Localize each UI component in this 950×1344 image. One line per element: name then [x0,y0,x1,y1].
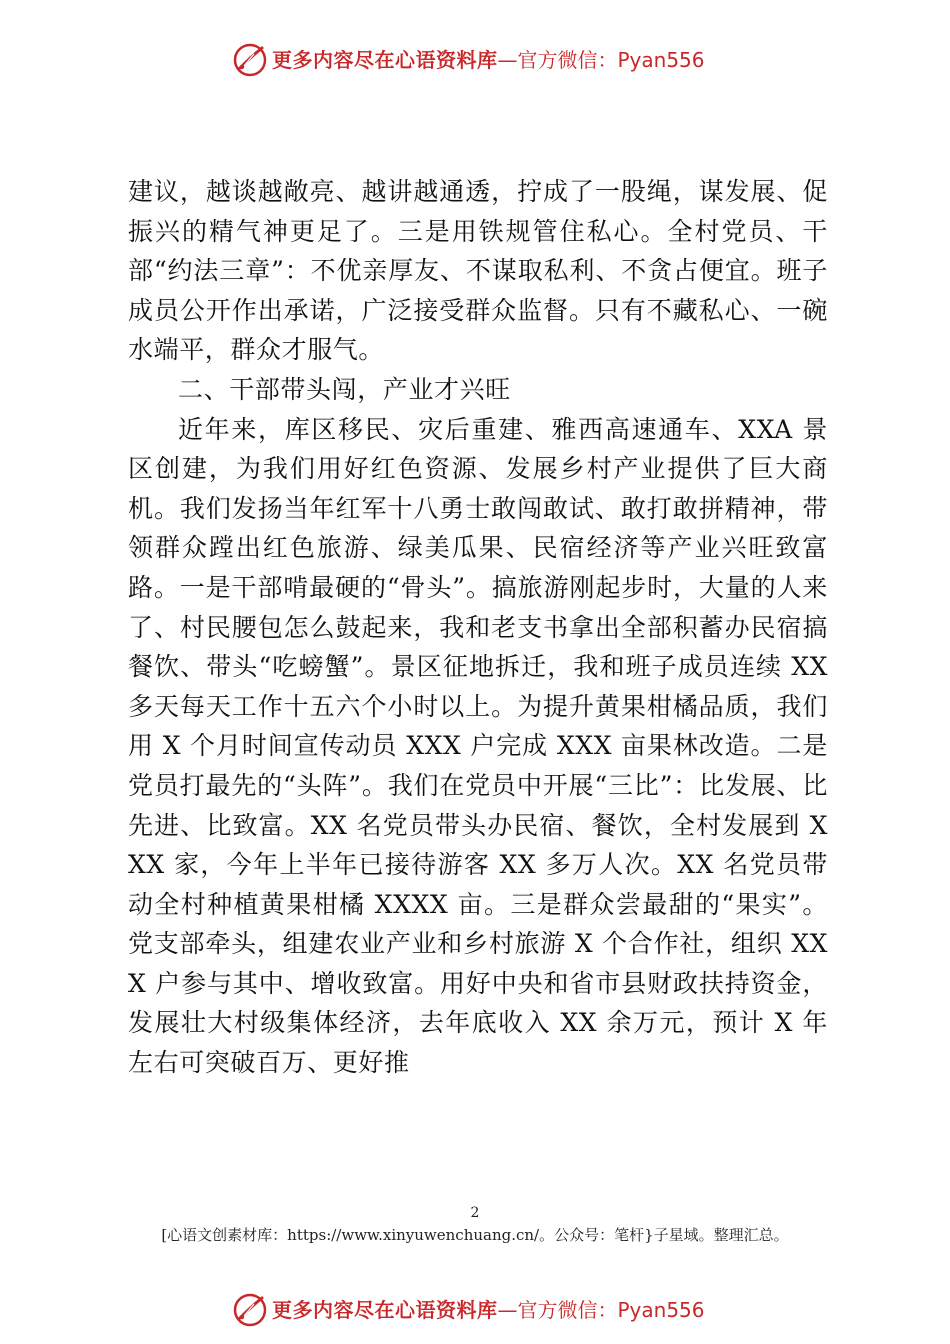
banner-label: 官方微信： [517,1298,618,1322]
banner-separator: — [497,1298,518,1322]
banner-main: 更多内容尽在心语资料库 [272,1298,498,1322]
paragraph: 近年来，库区移民、灾后重建、雅西高速通车、XXA 景区创建，为我们用好红色资源、发展乡村产业提供了巨大商机。我们发扬当年红军十八勇士敢闯敢试、敢打敢拼精神，带领群众蹚出红色旅游、绿美瓜果、民宿经济等产业兴旺致富路。一是干部啃最硬的“骨头”。搞旅游刚起步时，大量的人来了、村民腰包怎么鼓起来，我和老支书拿出全部积蓄办民宿搞餐饮、带头“吃螃蟹”。景区征地拆迁，我和班子成员连续 XX 多天每天工作十五六个小时以上。为提升黄果柑橘品质，我们用 X 个月时间宣传动员 XXX 户完成 XXX 亩果林改造。二是党员打最先的“头阵”。我们在党员中开展“三比”：比发展、比先进、比致富。XX 名党员带头办民宿、餐饮，全村发展到 XXX 家，今年上半年已接待游客 XX 多万人次。XX 名党员带动全村种植黄果柑橘 XXXX 亩。三是群众尝最甜的“果实”。党支部牵头，组建农业产业和乡村旅游 X 个合作社，组织 XXX 户参与其中、增收致富。用好中央和省市县财政扶持资金，发展壮大村级集体经济，去年底收入 XX 余万元，预计 X 年左右可突破百万、更好推 [128,414,828,1078]
banner-separator: — [497,48,518,72]
pen-logo-icon [232,1292,268,1328]
footer-banner [0,1290,950,1330]
document-body [128,172,828,1083]
banner-text [272,46,705,74]
banner-handle: Pyan556 [617,48,705,72]
section-heading: 二、干部带头闯，产业才兴旺 [178,374,511,404]
banner-handle: Pyan556 [617,1298,705,1322]
page-number: 2 [470,1205,480,1221]
pen-logo-icon [232,42,268,78]
header-banner [0,40,950,80]
banner-text [272,1296,705,1324]
paragraph: 建议，越谈越敞亮、越讲越通透，拧成了一股绳，谋发展、促振兴的精气神更足了。三是用铁规管住私心。全村党员、干部“约法三章”：不优亲厚友、不谋取私利、不贪占便宜。班子成员公开作出承诺，广泛接受群众监督。只有不藏私心、一碗水端平，群众才服气。 [128,177,828,365]
banner-label: 官方微信： [517,48,618,72]
banner-main: 更多内容尽在心语资料库 [272,48,498,72]
footer-note: [心语文创素材库：https://www.xinyuwenchuang.cn/。公众号：笔杆}子星域。整理汇总。 [161,1226,789,1244]
